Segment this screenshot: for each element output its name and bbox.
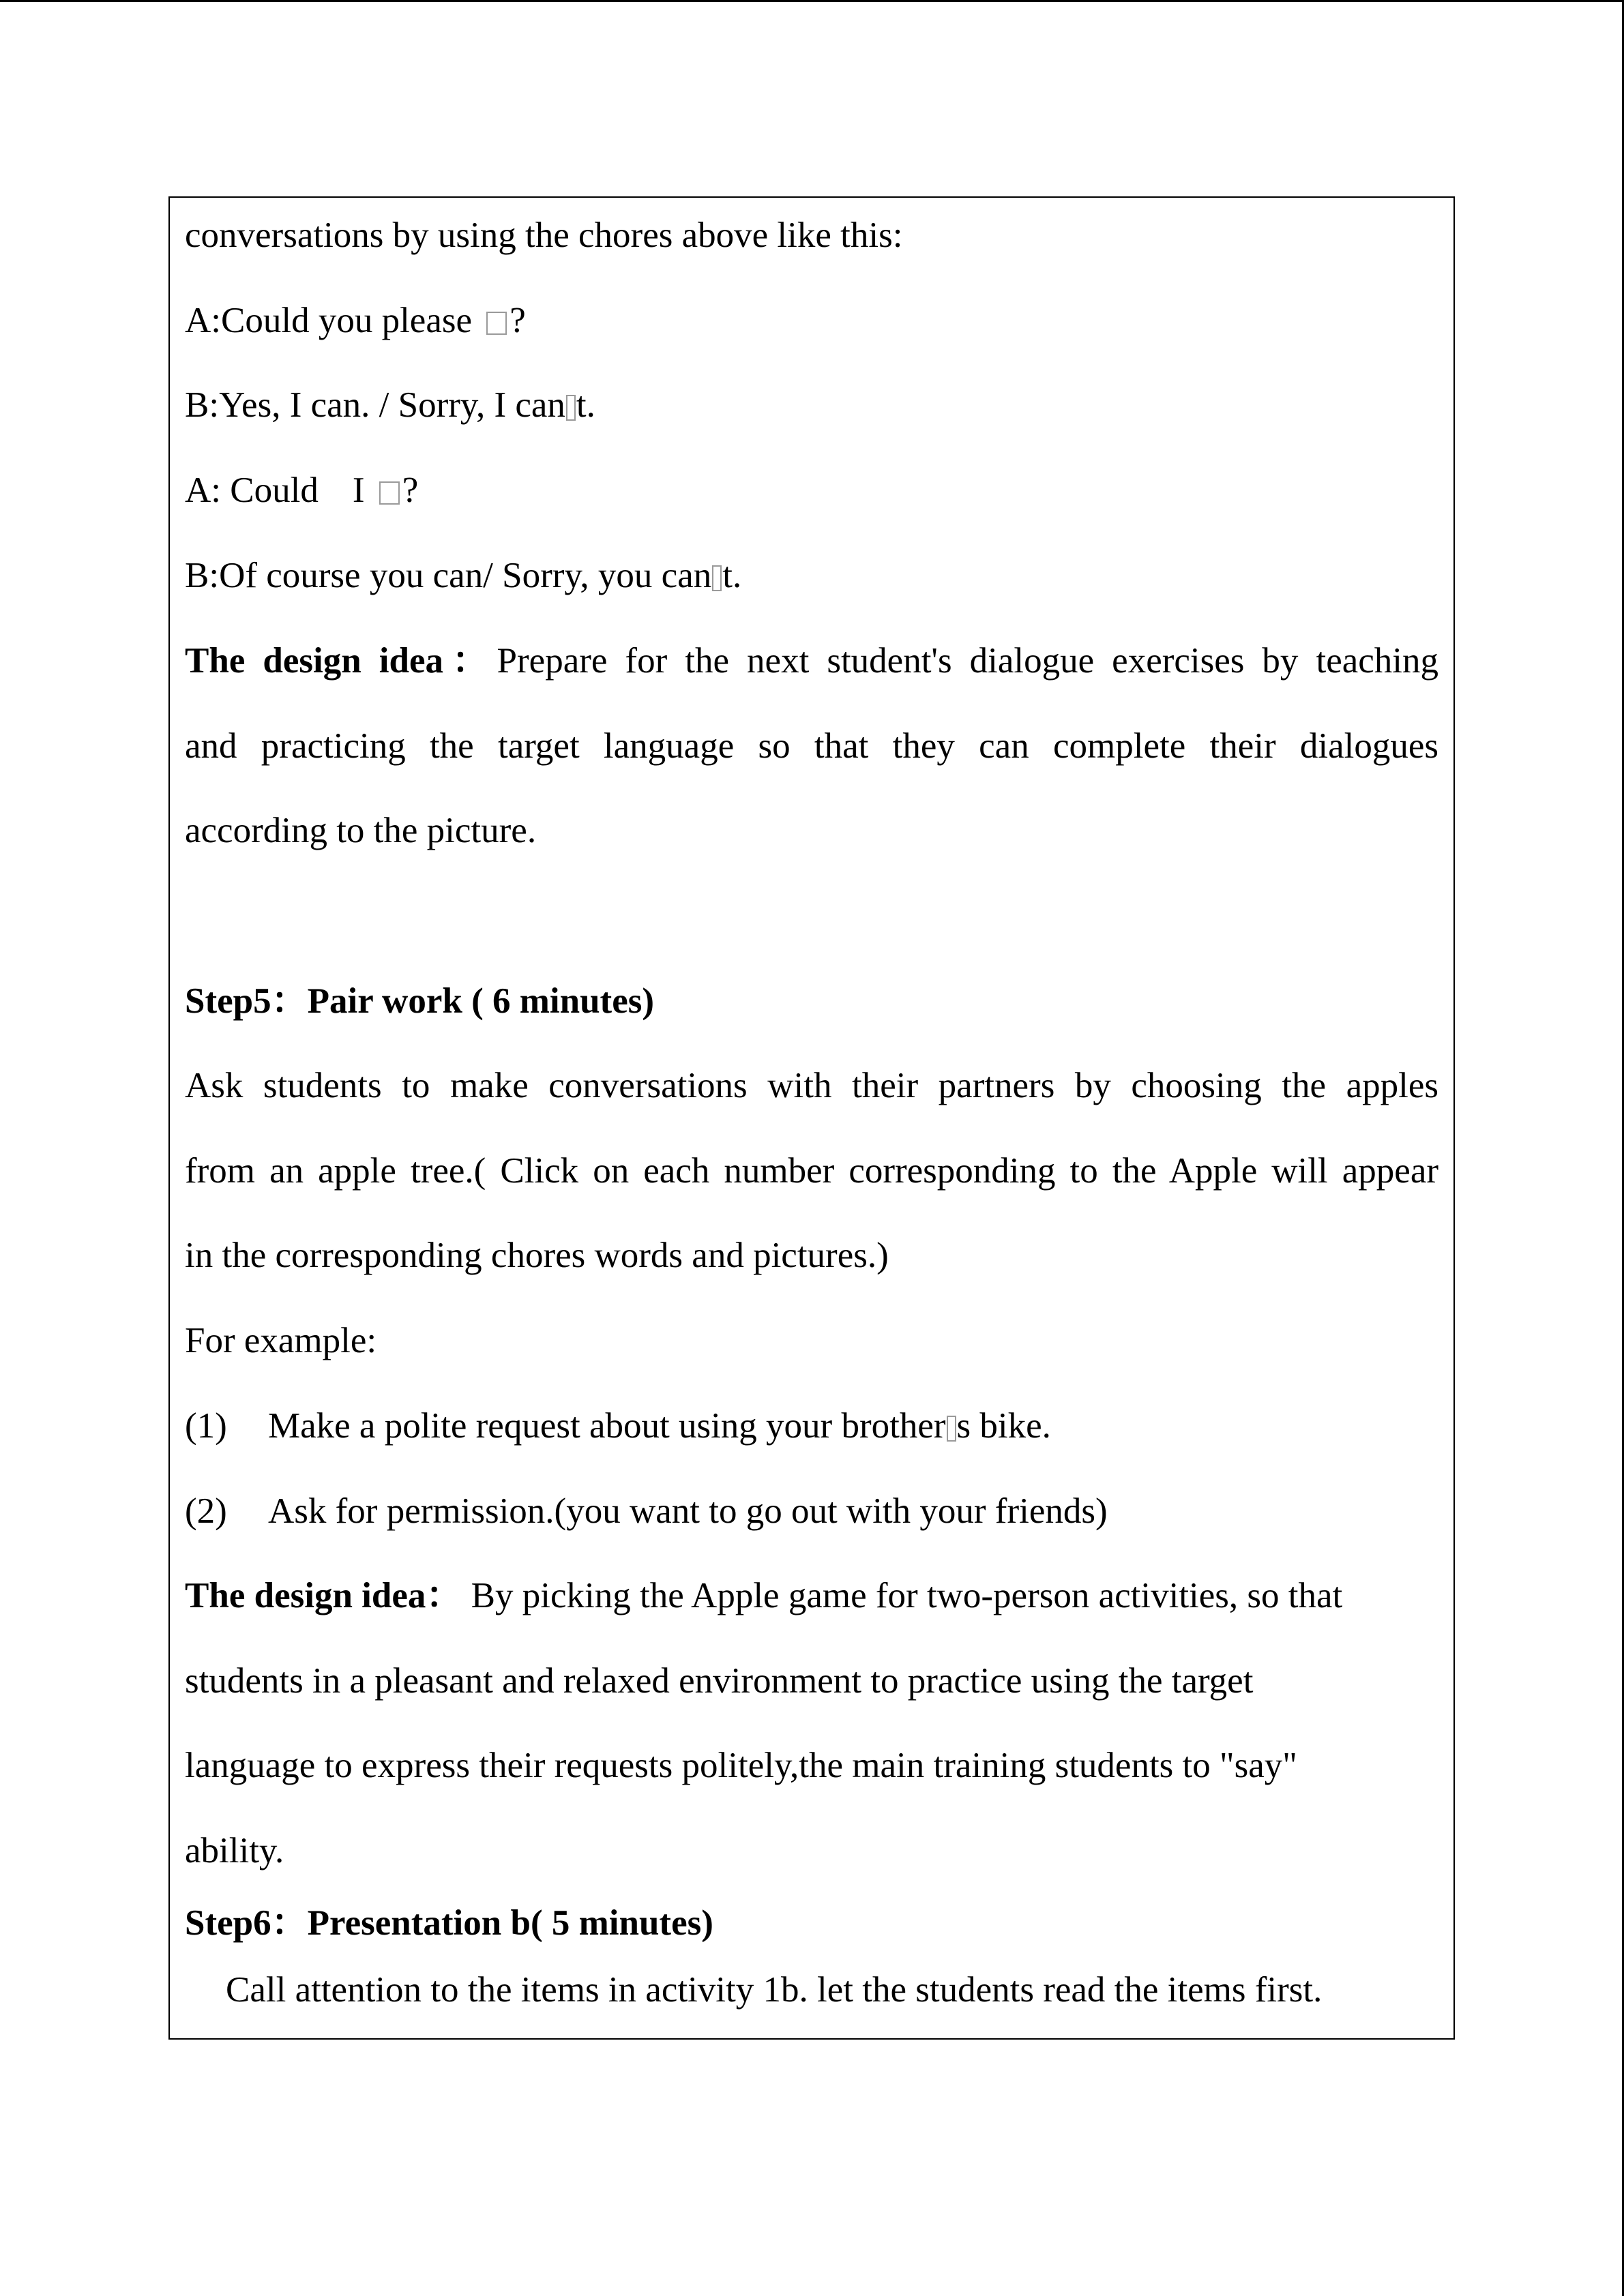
text-content: t. [722,556,742,595]
design-idea-2-line-3 [185,1745,1438,1786]
design-idea-1-line-1 [185,640,1438,681]
example-label [185,1320,1438,1361]
dialogue-line-a2 [185,470,1438,511]
text-content: B:Yes, I can. / Sorry, I can [185,385,565,425]
text-content: in the corresponding chores words and pictures.) [185,1236,889,1275]
design-idea-label: The design idea： [185,1576,462,1615]
step6-heading [185,1903,1438,1943]
design-idea-2-line-2 [185,1660,1438,1701]
section-heading: Step6：Presentation b( 5 minutes) [185,1903,713,1943]
text-content: ? [402,471,419,510]
item-number: (2) [185,1491,227,1531]
design-idea-2-line-1 [185,1575,1438,1616]
example-item-2 [185,1491,1438,1532]
text-content: language to express their requests politely,the main training students to "say" [185,1746,1297,1785]
text-content: B:Of course you can/ Sorry, you can [185,556,712,595]
step5-heading [185,981,1438,1022]
design-idea-2-line-4 [185,1830,1438,1871]
text-content: conversations by using the chores above like this: [185,215,903,255]
text-content: By picking the Apple game for two-person activities, so that [462,1576,1343,1615]
missing-glyph-box [379,481,400,505]
text-content: students in a pleasant and relaxed environment to practice using the target [185,1661,1254,1701]
page-top-border [0,0,1624,2]
dialogue-line-b2 [185,555,1438,596]
dialogue-line-a1 [185,300,1438,341]
text-content: Ask for permission.(you want to go out with your friends) [268,1491,1108,1531]
step5-line-2 [185,1150,1438,1191]
design-idea-1-line-2 [185,726,1438,766]
lesson-plan-box [168,196,1455,2040]
design-idea-1-line-3 [185,810,1438,851]
missing-glyph-box [486,312,507,335]
item-number: (1) [185,1406,227,1446]
text-content: t. [576,385,595,425]
text-content: ? [510,301,526,340]
text-content: I [352,471,374,510]
example-item-1 [185,1405,1438,1446]
missing-glyph-box [712,565,722,591]
step6-line-1 [226,1969,1438,2010]
missing-glyph-box [947,1416,956,1442]
text-content: from an apple tree.( Click on each number corresponding to the Apple will appear [185,1151,1438,1191]
text-content: according to the picture. [185,811,537,850]
text-content: Make a polite request about using your brother [268,1406,946,1446]
text-content: A: Could [185,471,319,510]
text-content: Prepare for the next student's dialogue exercises by teaching [497,641,1438,681]
text-content: ability. [185,1831,284,1870]
dialogue-line-b1 [185,385,1438,426]
text-content: s bike. [956,1406,1051,1446]
step5-line-3 [185,1235,1438,1276]
text-line [185,215,1438,256]
text-content: A:Could you please [185,301,482,340]
text-content: For example: [185,1321,377,1360]
text-content: Call attention to the items in activity 1b. let the students read the items first. [226,1970,1323,2010]
section-heading: Step5：Pair work ( 6 minutes) [185,981,654,1021]
step5-line-1 [185,1065,1438,1106]
missing-glyph-box [566,395,576,421]
text-content: Ask students to make conversations with their partners by choosing the apples [185,1066,1438,1105]
text-content: and practicing the target language so that they can complete their dialogues [185,726,1438,766]
design-idea-label: The design idea： [185,641,497,681]
